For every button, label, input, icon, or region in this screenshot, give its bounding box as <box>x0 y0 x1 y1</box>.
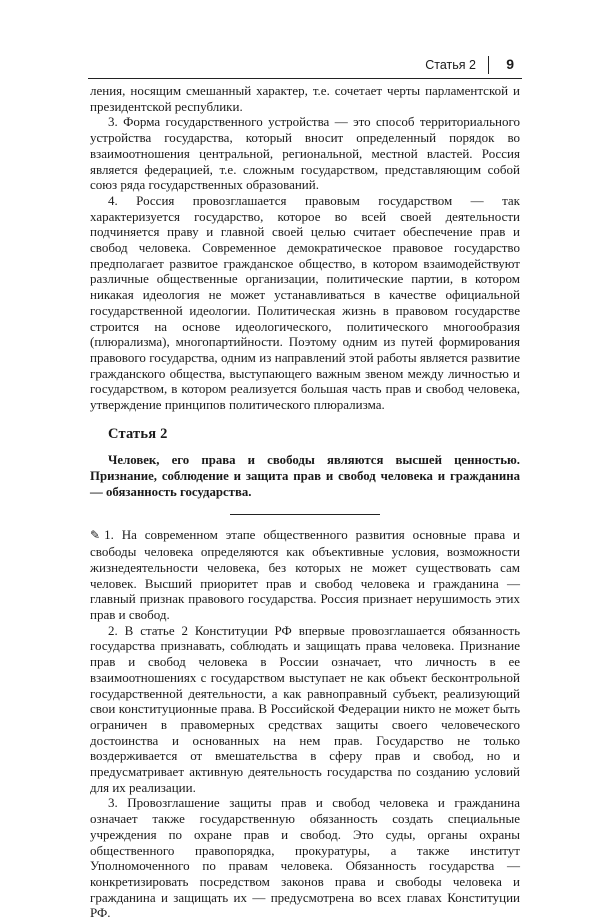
running-head-divider <box>488 56 489 74</box>
commentary-item-3: 3. Провозглашение защиты прав и свобод человека и гражданина означает также государственную обязанность создать специальные учреждения по охране прав и свобод. Это суды, органы охраны общественного правопорядка, прокуратуры, а также институт Уполномоченного по правам человека. Обязанность государства — конкретизировать посредством законов права и свободы человека и гражданина и защищать их — предусмотрена во всех главах Конституции РФ. <box>90 795 520 921</box>
commentary-item-1-text: 1. На современном этапе общественного развития основные права и свободы человека определяются как объективные условия, возможности жизнедеятельности человека, без которых не может существовать сам человек. Высший приоритет прав и свобод человека и гражданина — главный признак правового государства. Россия признает нерушимость этих прав и свобод. <box>90 527 520 622</box>
running-head <box>88 56 522 79</box>
running-head-label: Статья 2 <box>425 58 476 72</box>
article-lead: Человек, его права и свободы являются высшей ценностью. Признание, соблюдение и защита прав и свобод человека и гражданина — обязанность государства. <box>90 453 520 500</box>
body-text <box>90 83 520 921</box>
article-heading: Статья 2 <box>108 425 168 442</box>
paragraph-continuation: ления, носящим смешанный характер, т.е. сочетает черты парламентской и президентской республики. <box>90 83 520 114</box>
commentary-item-2: 2. В статье 2 Конституции РФ впервые провозглашается обязанность государства признавать, соблюдать и защищать права человека. Признание прав и свобод человека в России означает, что личность в ее взаимоотношениях с государством выступает не как объект бесконтрольной государственной деятельности, а как равноправный субъект, реализующий свои конституционные права. В Российской Федерации никто не может быть ограничен в правомерных средствах защиты своего человеческого достоинства и основанных на нем прав. Государство не только воздерживается от вмешательства в сферу прав и свобод, но и предусматривает активную деятельность государства по созданию условий для их реализации. <box>90 622 520 795</box>
paragraph-item-3: 3. Форма государственного устройства — это способ территориального устройства государства, который вносит определенный порядок во взаимоотношения центральной, региональной, местной властей. Россия является федерацией, т.е. сложным государством, представляющим собой союз ряда государственных образований. <box>90 114 520 193</box>
commentary-item-1 <box>90 527 520 622</box>
page-number: 9 <box>506 56 514 72</box>
paragraph-item-4: 4. Россия провозглашается правовым государством — так характеризуется государство, которое во всей своей деятельности подчиняется праву и главной своей целью считает обеспечение прав и свобод человека. Современное демократическое правовое государство предполагает развитое гражданское общество, в котором взаимодействуют различные общественные организации, политические партии, в котором никакая идеология не может устанавливаться в качестве официальной государственной идеологии. Политическая жизнь в правовом государстве строится на основе идеологического, политического многообразия (плюрализма), многопартийности. Поэтому одним из путей формирования правового государства, одним из направлений этой работы является развитие гражданского общества, выступающего важным звеном между личностью и государством, в котором реализуется большая часть прав и свобод человека, утверждение принципов политического плюрализма. <box>90 192 520 413</box>
section-divider <box>230 514 380 515</box>
pencil-icon: ✎ <box>90 528 101 543</box>
